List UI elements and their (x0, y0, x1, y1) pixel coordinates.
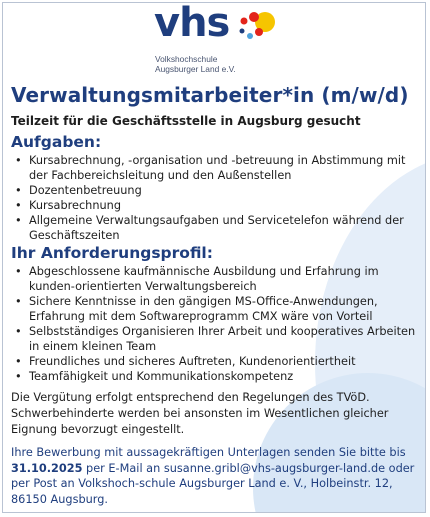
profile-item: • Abgeschlossene kaufmännische Ausbildung und Erfahrung im kunden-orientierten Verwaltungsbereich (29, 264, 419, 294)
task-item: • Allgemeine Verwaltungsaufgaben und Servicetelefon während der Geschäftszeiten (29, 213, 419, 243)
job-title: Verwaltungsmitarbeiter*in (m/w/d) (11, 83, 409, 107)
profile-item: • Teamfähigkeit und Kommunikationskompetenz (29, 369, 419, 384)
task-item: • Kursabrechnung (29, 198, 419, 213)
application-text-before: Ihre Bewerbung mit aussagekräftigen Unterlagen senden Sie bitte bis (11, 446, 406, 459)
profile-item: • Freundliches und sicheres Auftreten, Kundenorientiertheit (29, 354, 419, 369)
job-subtitle: Teilzeit für die Geschäftsstelle in Augsburg gesucht (11, 114, 361, 128)
task-item: • Kursabrechnung, -organisation und -betreuung in Abstimmung mit der Fachbereichsleitung und den Außenstellen (29, 153, 419, 183)
logo-dots-icon (232, 11, 276, 51)
tasks-list (11, 153, 419, 243)
profile-list (11, 264, 419, 384)
profile-item: • Sichere Kenntnisse in den gängigen MS-Office-Anwendungen, Erfahrung mit dem Softwareprogramm CMX wäre von Vorteil (29, 294, 419, 324)
logo-line-1: Volkshochschule (155, 54, 218, 64)
task-item: • Dozentenbetreuung (29, 183, 419, 198)
profile-item: • Selbstständiges Organisieren Ihrer Arbeit und kooperatives Arbeiten in einem kleinen Team (29, 324, 419, 354)
logo-wordmark: vhs (154, 2, 230, 46)
application-deadline: 31.10.2025 (11, 461, 83, 475)
application-text-after: per E-Mail an susanne.gribl@vhs-augsburger-land.de oder per Post an Volkshoch-schule Augsburger Land e. V., Holbeinstr. 12, 86150 Augsburg. (11, 461, 415, 506)
tasks-heading: Aufgaben: (11, 133, 102, 151)
logo-line-2: Augsburger Land e.V. (155, 64, 236, 74)
ad-content (11, 83, 419, 507)
application-note (11, 445, 419, 507)
profile-heading: Ihr Anforderungsprofil: (11, 244, 213, 262)
vhs-logo (154, 2, 278, 79)
job-ad-page (2, 2, 426, 513)
pay-note: Die Vergütung erfolgt entsprechend den Regelungen des TVöD. Schwerbehinderte werden bei ansonsten im Wesentlichen gleicher Eignung bevorzugt eingestellt. (11, 391, 389, 436)
